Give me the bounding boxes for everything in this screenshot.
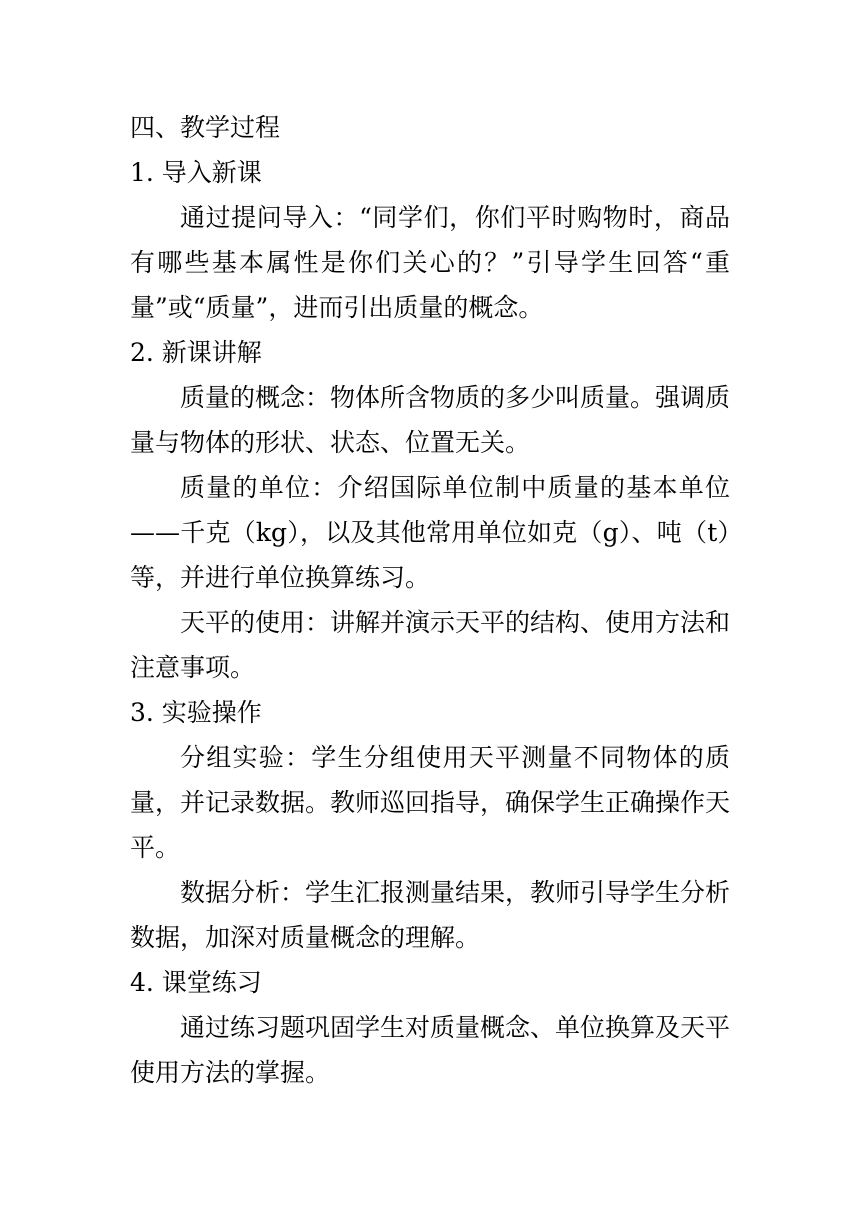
section-heading-intro: 1. 导入新课	[130, 158, 262, 187]
paragraph-mass-concept: 质量的概念：物体所含物质的多少叫质量。强调质量与物体的形状、状态、位置无关。	[130, 383, 731, 457]
section-heading-experiment: 3. 实验操作	[130, 698, 262, 727]
section-heading-new-lesson: 2. 新课讲解	[130, 338, 262, 367]
paragraph-mass-units: 质量的单位：介绍国际单位制中质量的基本单位——千克（kg），以及其他常用单位如克（g）、吨（t）等，并进行单位换算练习。	[130, 473, 730, 592]
paragraph-practice: 通过练习题巩固学生对质量概念、单位换算及天平使用方法的掌握。	[130, 1013, 731, 1087]
section-heading-practice: 4. 课堂练习	[130, 968, 262, 997]
section-title: 四、教学过程	[130, 113, 281, 142]
paragraph-data-analysis: 数据分析：学生汇报测量结果，教师引导学生分析数据，加深对质量概念的理解。	[130, 878, 731, 952]
paragraph-intro: 通过提问导入：“同学们，你们平时购物时，商品有哪些基本属性是你们关心的？”引导学生回答“重量”或“质量”，进而引出质量的概念。	[130, 203, 730, 322]
document-page	[130, 105, 730, 1095]
paragraph-balance-usage: 天平的使用：讲解并演示天平的结构、使用方法和注意事项。	[130, 608, 731, 682]
paragraph-group-experiment: 分组实验：学生分组使用天平测量不同物体的质量，并记录数据。教师巡回指导，确保学生正确操作天平。	[130, 743, 731, 862]
